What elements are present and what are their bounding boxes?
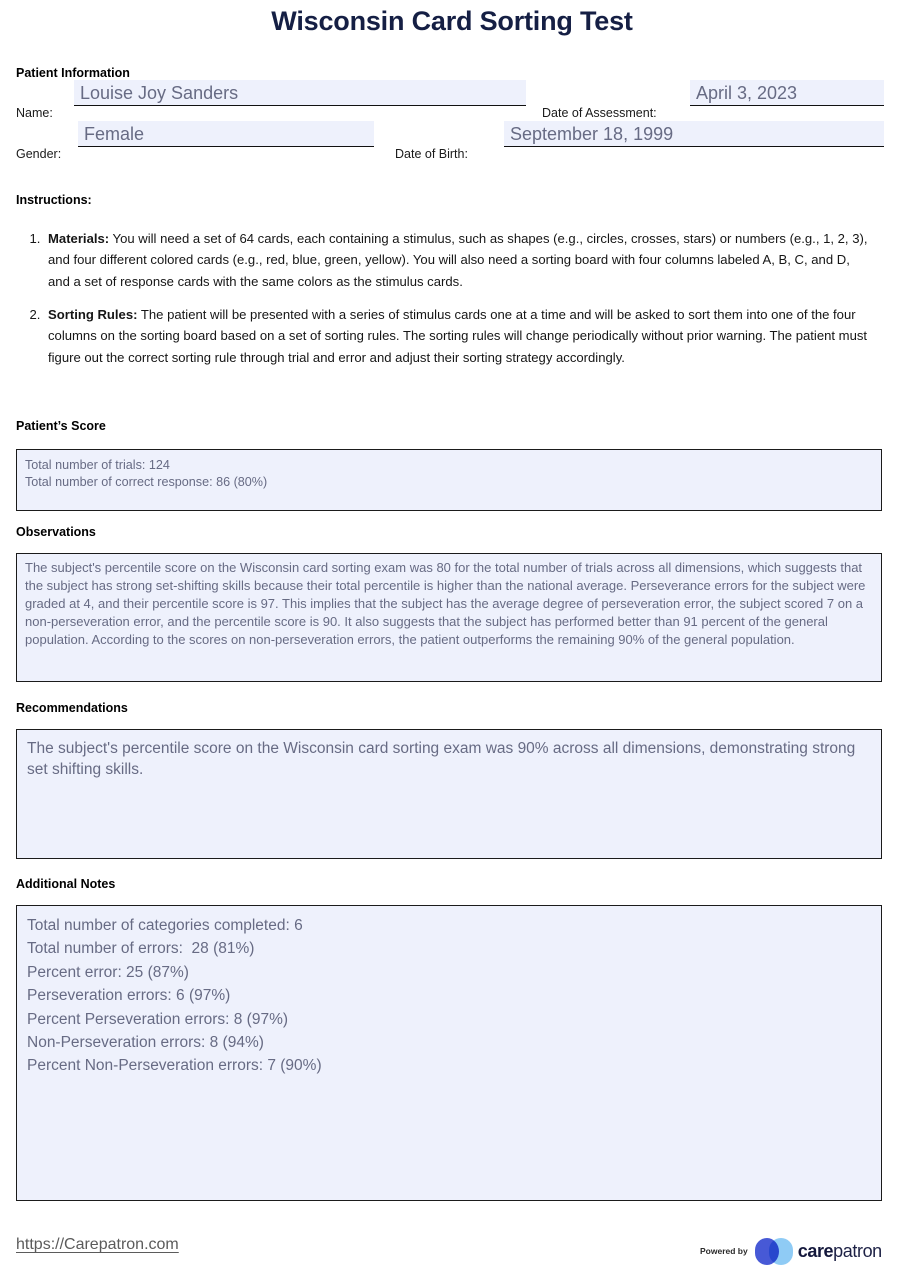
name-field[interactable]: Louise Joy Sanders xyxy=(74,80,526,106)
patient-score-box[interactable] xyxy=(16,449,882,511)
carepatron-logo xyxy=(755,1238,882,1265)
additional-notes-line: Total number of categories completed: 6 xyxy=(27,917,303,934)
patient-score-heading: Patient’s Score xyxy=(16,419,106,433)
carepatron-url-link[interactable]: https://Carepatron.com xyxy=(16,1236,179,1253)
additional-notes-line: Percent error: 25 (87%) xyxy=(27,963,189,981)
patient-information-heading: Patient Information xyxy=(16,66,130,80)
recommendations-heading: Recommendations xyxy=(16,701,128,715)
date-of-assessment-field[interactable]: April 3, 2023 xyxy=(690,80,884,106)
date-of-birth-field[interactable]: September 18, 1999 xyxy=(504,121,884,147)
gender-label: Gender: xyxy=(16,147,62,161)
date-of-assessment-label: Date of Assessment: xyxy=(542,106,657,120)
wordmark-care: care xyxy=(797,1240,834,1261)
patient-score-line: Total number of trials: 124 xyxy=(25,458,170,472)
additional-notes-box[interactable] xyxy=(16,905,882,1201)
additional-notes-line: Non-Perseveration errors: 8 (94%) xyxy=(27,1033,264,1051)
additional-notes-heading: Additional Notes xyxy=(16,877,116,891)
instructions-heading: Instructions: xyxy=(16,193,92,207)
instructions-list xyxy=(16,228,872,368)
name-label: Name: xyxy=(16,106,53,120)
additional-notes-line: Percent Non-Perseveration errors: 7 (90%) xyxy=(27,1057,322,1075)
observations-heading: Observations xyxy=(16,525,96,539)
wordmark-patron: patron xyxy=(833,1240,882,1261)
gender-field[interactable]: Female xyxy=(78,121,374,147)
powered-by-label: Powered by xyxy=(700,1246,748,1256)
recommendations-box[interactable]: The subject's percentile score on the Wisconsin card sorting exam was 90% across all dimensions, demonstrating strong set shifting skills. xyxy=(16,729,882,859)
instruction-term: Sorting Rules: xyxy=(48,306,138,322)
instruction-term: Materials: xyxy=(48,231,110,246)
date-of-birth-label: Date of Birth: xyxy=(395,147,468,161)
instruction-item: 2. Sorting Rules: The patient will be presented with a series of stimulus cards one at a time and will be asked to sort them into one of the four columns on the sorting board based on a set of sorting rules. The sorting rules will change periodically without prior warning. The patient must figure out the correct sorting rule through trial and error and adjust their sorting strategy accordingly. xyxy=(44,304,872,368)
additional-notes-line: Perseveration errors: 6 (97%) xyxy=(27,987,231,1005)
observations-box[interactable]: The subject's percentile score on the Wisconsin card sorting exam was 80 for the total number of trials across all dimensions, which suggests that the subject has strong set-shifting skills because their total percentile is higher than the national average. Perseverance errors for the subject were graded at 4, and their percentile score is 97. This implies that the subject has the average degree of perseveration error, the subject scored 7 on a non-perseveration error, and the percentile score is 90. It also suggests that the subject has performed better than 91 percent of the general population. According to the scores on non-perseveration errors, the patient outperforms the remaining 90% of the general population. xyxy=(16,553,882,682)
patient-information-fields xyxy=(0,78,904,166)
powered-by-carepatron xyxy=(700,1236,888,1266)
carepatron-wordmark xyxy=(798,1241,882,1262)
additional-notes-line: Percent Perseveration errors: 8 (97%) xyxy=(27,1010,289,1028)
additional-notes-line: Total number of errors: 28 (81%) xyxy=(27,940,255,958)
page-title: Wisconsin Card Sorting Test xyxy=(271,6,633,36)
instruction-item: 1. Materials: You will need a set of 64 cards, each containing a stimulus, such as shapes (e.g., circles, crosses, stars) or numbers (e.g., 1, 2, 3), and four different colored cards (e.g., red, blue, green, yellow). You will also need a sorting board with four columns labeled A, B, C, and D, and a set of response cards with the same colors as the stimulus cards. xyxy=(44,228,872,292)
patient-score-line: Total number of correct response: 86 (80%) xyxy=(25,474,268,489)
carepatron-logo-icon xyxy=(755,1238,793,1265)
